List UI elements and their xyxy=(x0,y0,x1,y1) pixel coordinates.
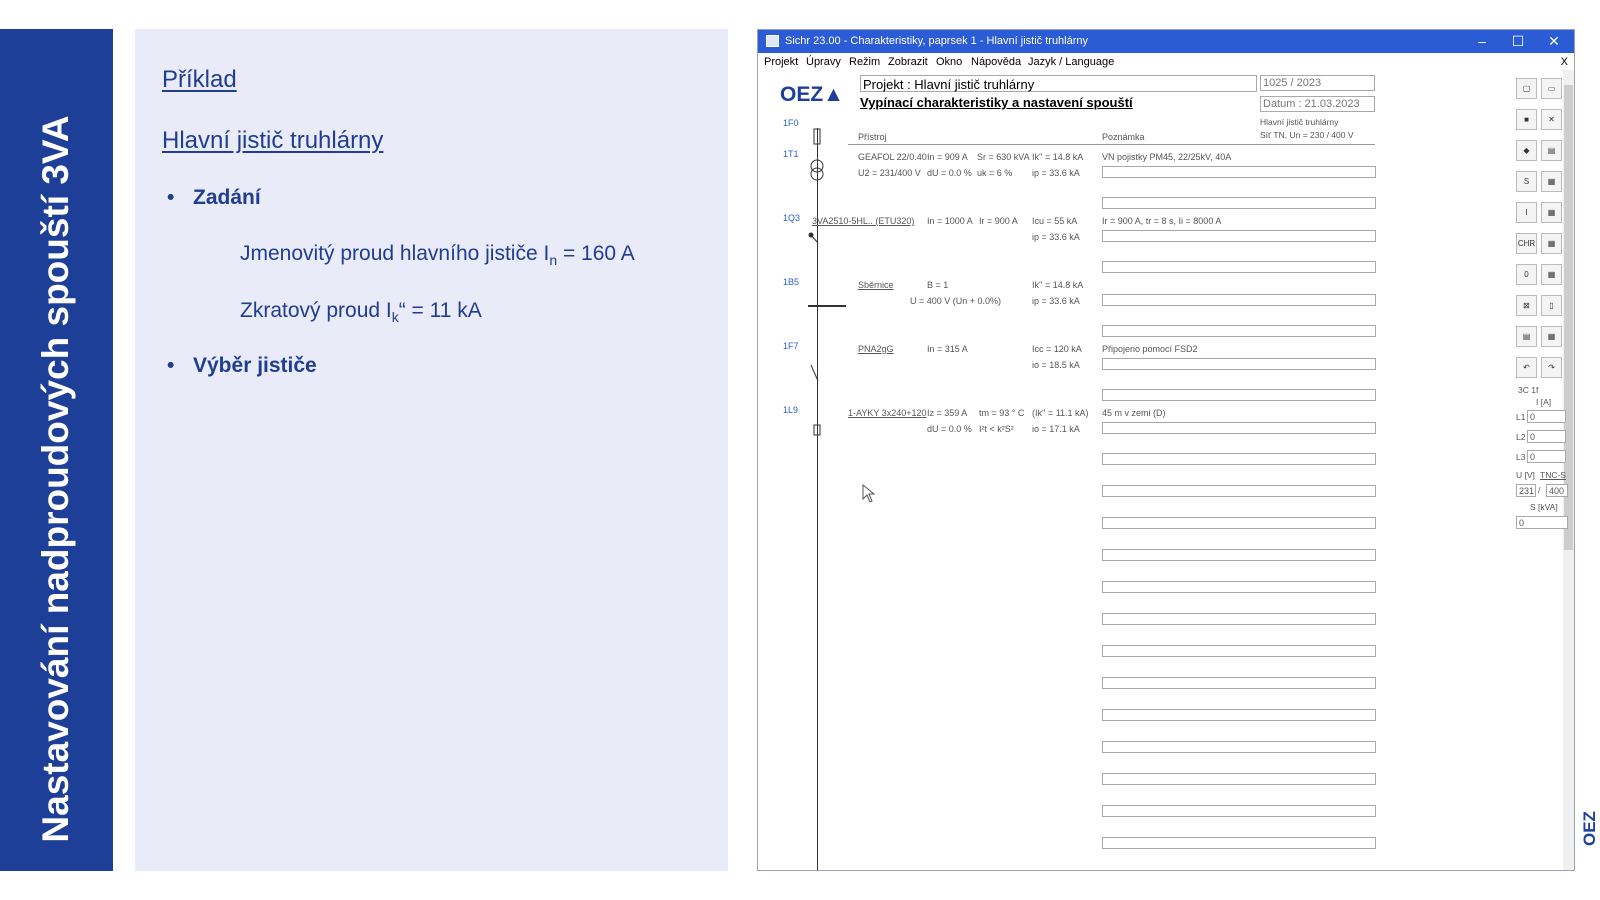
note-field[interactable] xyxy=(1102,422,1376,434)
note-field[interactable] xyxy=(1102,166,1376,178)
app-icon xyxy=(766,35,779,47)
col-device: Přístroj xyxy=(858,132,887,142)
note-field[interactable] xyxy=(1102,294,1376,306)
rated-current-text: Jmenovitý proud hlavního jističe I xyxy=(240,242,550,265)
window-title: Sichr 23.00 - Charakteristiky, paprsek 1 - Hlavní jistič truhlárny xyxy=(785,35,1089,47)
minimize-button[interactable]: – xyxy=(1478,33,1486,49)
close-doc-icon[interactable]: ✕ xyxy=(1541,109,1562,130)
oez-logo: OEZ▲ xyxy=(780,83,844,106)
tncs-label[interactable]: TNC-S xyxy=(1540,470,1566,480)
rated-current-line xyxy=(240,242,635,268)
note-field[interactable] xyxy=(1102,197,1376,209)
note-field[interactable] xyxy=(1102,389,1376,401)
example-link[interactable]: Příklad xyxy=(162,66,237,93)
t1-note: VN pojistky PM45, 22/25kV, 40A xyxy=(1102,152,1232,162)
note-field[interactable] xyxy=(1102,677,1376,689)
date-field[interactable]: Datum : 21.03.2023 xyxy=(1260,96,1375,112)
save-icon[interactable]: ■ xyxy=(1516,109,1537,130)
document-area xyxy=(758,70,1514,870)
note-field[interactable] xyxy=(1102,325,1376,337)
phase-mode[interactable]: 3C 1f xyxy=(1518,385,1539,395)
q3-c: Ir = 900 A xyxy=(979,216,1018,226)
l9-f: I²t < k²S² xyxy=(979,424,1014,434)
note-field[interactable] xyxy=(1102,645,1376,657)
l2-label: L2 xyxy=(1516,432,1526,442)
l3-label: L3 xyxy=(1516,452,1526,462)
label-1t1: 1T1 xyxy=(783,149,799,159)
note-field[interactable] xyxy=(1102,517,1376,529)
s-table-icon[interactable]: ▦ xyxy=(1541,171,1562,192)
l9-a[interactable]: 1-AYKY 3x240+120 xyxy=(848,408,927,418)
current-unit: I [A] xyxy=(1536,397,1552,407)
voltage-separator: / xyxy=(1538,485,1541,495)
short-circuit-line xyxy=(240,299,482,325)
menu-okno[interactable]: Okno xyxy=(936,56,963,68)
content-panel xyxy=(135,29,728,871)
title-link[interactable]: Hlavní jistič truhlárny xyxy=(162,127,384,154)
undo-icon[interactable]: ↶ xyxy=(1516,357,1537,378)
f7-a[interactable]: PNA2gG xyxy=(858,344,894,354)
voltage-label: U [V] xyxy=(1516,470,1535,480)
bullet-vyber-label: Výběr jističe xyxy=(193,354,317,377)
title-sidebar xyxy=(0,29,113,871)
bullet-vyber: • Výběr jističe xyxy=(167,354,317,377)
note-field[interactable] xyxy=(1102,805,1376,817)
short-circuit-sub: k xyxy=(391,309,399,326)
project-number-field[interactable]: 1025 / 2023 xyxy=(1260,75,1375,91)
note-field[interactable] xyxy=(1102,230,1376,242)
q3-e: ip = 33.6 kA xyxy=(1032,232,1080,242)
menu-upravy[interactable]: Úpravy xyxy=(806,56,841,68)
b5-b: B = 1 xyxy=(927,280,949,290)
menu-language[interactable]: Jazyk / Language xyxy=(1028,56,1115,68)
note-field[interactable] xyxy=(1102,613,1376,625)
fuse-symbol xyxy=(814,129,820,144)
eraser-icon[interactable]: ◆ xyxy=(1516,140,1537,161)
s-calc-icon[interactable]: S xyxy=(1516,171,1537,192)
t1-b: In = 909 A xyxy=(927,152,968,162)
redo-icon[interactable]: ↷ xyxy=(1541,357,1562,378)
list-icon[interactable]: ▤ xyxy=(1516,326,1537,347)
oez-footer-logo: OEZ xyxy=(1580,811,1599,846)
label-1f0: 1F0 xyxy=(783,118,799,128)
l9-g: io = 17.1 kA xyxy=(1032,424,1080,434)
b5-d: Ik'' = 14.8 kA xyxy=(1032,280,1084,290)
note-field[interactable] xyxy=(1102,453,1376,465)
l9-note: 45 m v zemi (D) xyxy=(1102,408,1166,418)
i-calc-icon[interactable]: I xyxy=(1516,202,1537,223)
note-field[interactable] xyxy=(1102,261,1376,273)
i-table-icon[interactable]: ▦ xyxy=(1541,202,1562,223)
note-field[interactable] xyxy=(1102,485,1376,497)
t1-c: Sr = 630 kVA xyxy=(977,152,1030,162)
b5-f: ip = 33.6 kA xyxy=(1032,296,1080,306)
project-field[interactable]: Projekt : Hlavní jistič truhlárny xyxy=(860,75,1257,92)
t1-g: uk = 6 % xyxy=(977,168,1013,178)
f7-b: In = 315 A xyxy=(927,344,968,354)
l1-field[interactable]: 0 xyxy=(1527,410,1566,423)
bullet-zadani: • Zadání xyxy=(167,186,261,209)
label-1b5: 1B5 xyxy=(783,277,800,287)
menu-bar xyxy=(758,53,1574,70)
power-field[interactable]: 0 xyxy=(1516,516,1568,529)
grid-icon[interactable]: ⊠ xyxy=(1516,295,1537,316)
t1-f: dU = 0.0 % xyxy=(927,168,972,178)
u1-field[interactable]: 231 xyxy=(1516,484,1536,497)
note-field[interactable] xyxy=(1102,581,1376,593)
side-info-1: Hlavní jistič truhlárny xyxy=(1260,117,1339,127)
l2-field[interactable]: 0 xyxy=(1527,430,1566,443)
b5-a[interactable]: Sběrnice xyxy=(858,280,894,290)
sichr-window xyxy=(757,29,1575,871)
label-1l9: 1L9 xyxy=(783,405,799,415)
note-field[interactable] xyxy=(1102,549,1376,561)
rated-current-sub: n xyxy=(549,252,558,269)
note-field[interactable] xyxy=(1102,837,1376,849)
l9-c: tm = 93 ° C xyxy=(979,408,1025,418)
b5-e: U = 400 V (Un + 0.0%) xyxy=(910,296,1002,306)
chr-table-icon[interactable]: ▦ xyxy=(1541,233,1562,254)
l3-field[interactable]: 0 xyxy=(1527,450,1566,463)
menu-zobrazit[interactable]: Zobrazit xyxy=(888,56,928,68)
close-button[interactable]: ✕ xyxy=(1548,33,1560,49)
fuse-switch-symbol xyxy=(811,365,818,381)
l1-label: L1 xyxy=(1516,412,1526,422)
right-toolbar xyxy=(1516,70,1568,550)
q3-b: In = 1000 A xyxy=(927,216,973,226)
f7-d: Icc = 120 kA xyxy=(1032,344,1082,354)
t1-a: GEAFOL 22/0.40 xyxy=(858,152,927,162)
rated-current-value: = 160 A xyxy=(557,242,635,265)
zero-icon[interactable]: 0 xyxy=(1516,264,1537,285)
label-1q3: 1Q3 xyxy=(783,213,801,223)
mouse-cursor-icon xyxy=(862,484,876,504)
q3-d: Icu = 55 kA xyxy=(1032,216,1078,226)
schematic-symbols xyxy=(808,125,848,445)
short-circuit-text: Zkratový proud I xyxy=(240,299,392,322)
note-field[interactable] xyxy=(1102,709,1376,721)
page-heading: Vypínací charakteristiky a nastavení spouští xyxy=(860,95,1133,110)
window-titlebar[interactable] xyxy=(758,30,1574,53)
open-folder-icon[interactable]: ▭ xyxy=(1541,78,1562,99)
cable-symbol xyxy=(814,425,820,435)
maximize-button[interactable]: ☐ xyxy=(1511,33,1525,49)
preview-icon[interactable]: ▦ xyxy=(1541,326,1562,347)
bullet-zadani-label: Zadání xyxy=(193,186,261,209)
document-icon[interactable]: ▯ xyxy=(1541,295,1562,316)
zero-table-icon[interactable]: ▦ xyxy=(1541,264,1562,285)
note-field[interactable] xyxy=(1102,741,1376,753)
breaker-contact xyxy=(811,235,818,243)
t1-e: U2 = 231/400 V xyxy=(858,168,921,178)
col-note: Poznámka xyxy=(1102,132,1145,142)
l9-d: (Ik'' = 11.1 kA) xyxy=(1032,408,1089,418)
f7-e: io = 18.5 kA xyxy=(1032,360,1080,370)
t1-h: ip = 33.6 kA xyxy=(1032,168,1080,178)
print-icon[interactable]: ▤ xyxy=(1541,140,1562,161)
vertical-title: Nastavování nadproudových spouští 3VA xyxy=(35,115,76,843)
f7-note: Připojeno pomocí FSD2 xyxy=(1102,344,1198,354)
l9-e: dU = 0.0 % xyxy=(927,424,972,434)
power-label: S [kVA] xyxy=(1530,502,1558,512)
t1-d: Ik'' = 14.8 kA xyxy=(1032,152,1084,162)
menu-napoveda[interactable]: Nápověda xyxy=(971,56,1022,68)
note-field[interactable] xyxy=(1102,773,1376,785)
u2-field[interactable]: 400 xyxy=(1546,484,1568,497)
side-info-2: Síť TN, Un = 230 / 400 V xyxy=(1260,130,1354,140)
q3-a[interactable]: 3VA2510-5HL.. (ETU320) xyxy=(812,216,915,226)
l9-b: Iz = 359 A xyxy=(927,408,968,418)
new-file-icon[interactable]: ▢ xyxy=(1516,78,1537,99)
q3-note: Ir = 900 A, tr = 8 s, Ii = 8000 A xyxy=(1102,216,1222,226)
label-1f7: 1F7 xyxy=(783,341,799,351)
note-field[interactable] xyxy=(1102,358,1376,370)
chr-icon[interactable]: CHR xyxy=(1516,233,1537,254)
transformer-symbol-bottom xyxy=(811,168,823,180)
menu-close-x[interactable]: X xyxy=(1560,56,1568,68)
short-circuit-value: “ = 11 kA xyxy=(398,299,482,322)
menu-projekt[interactable]: Projekt xyxy=(764,56,799,68)
header-divider xyxy=(848,144,1375,145)
menu-rezim[interactable]: Režim xyxy=(849,56,881,68)
